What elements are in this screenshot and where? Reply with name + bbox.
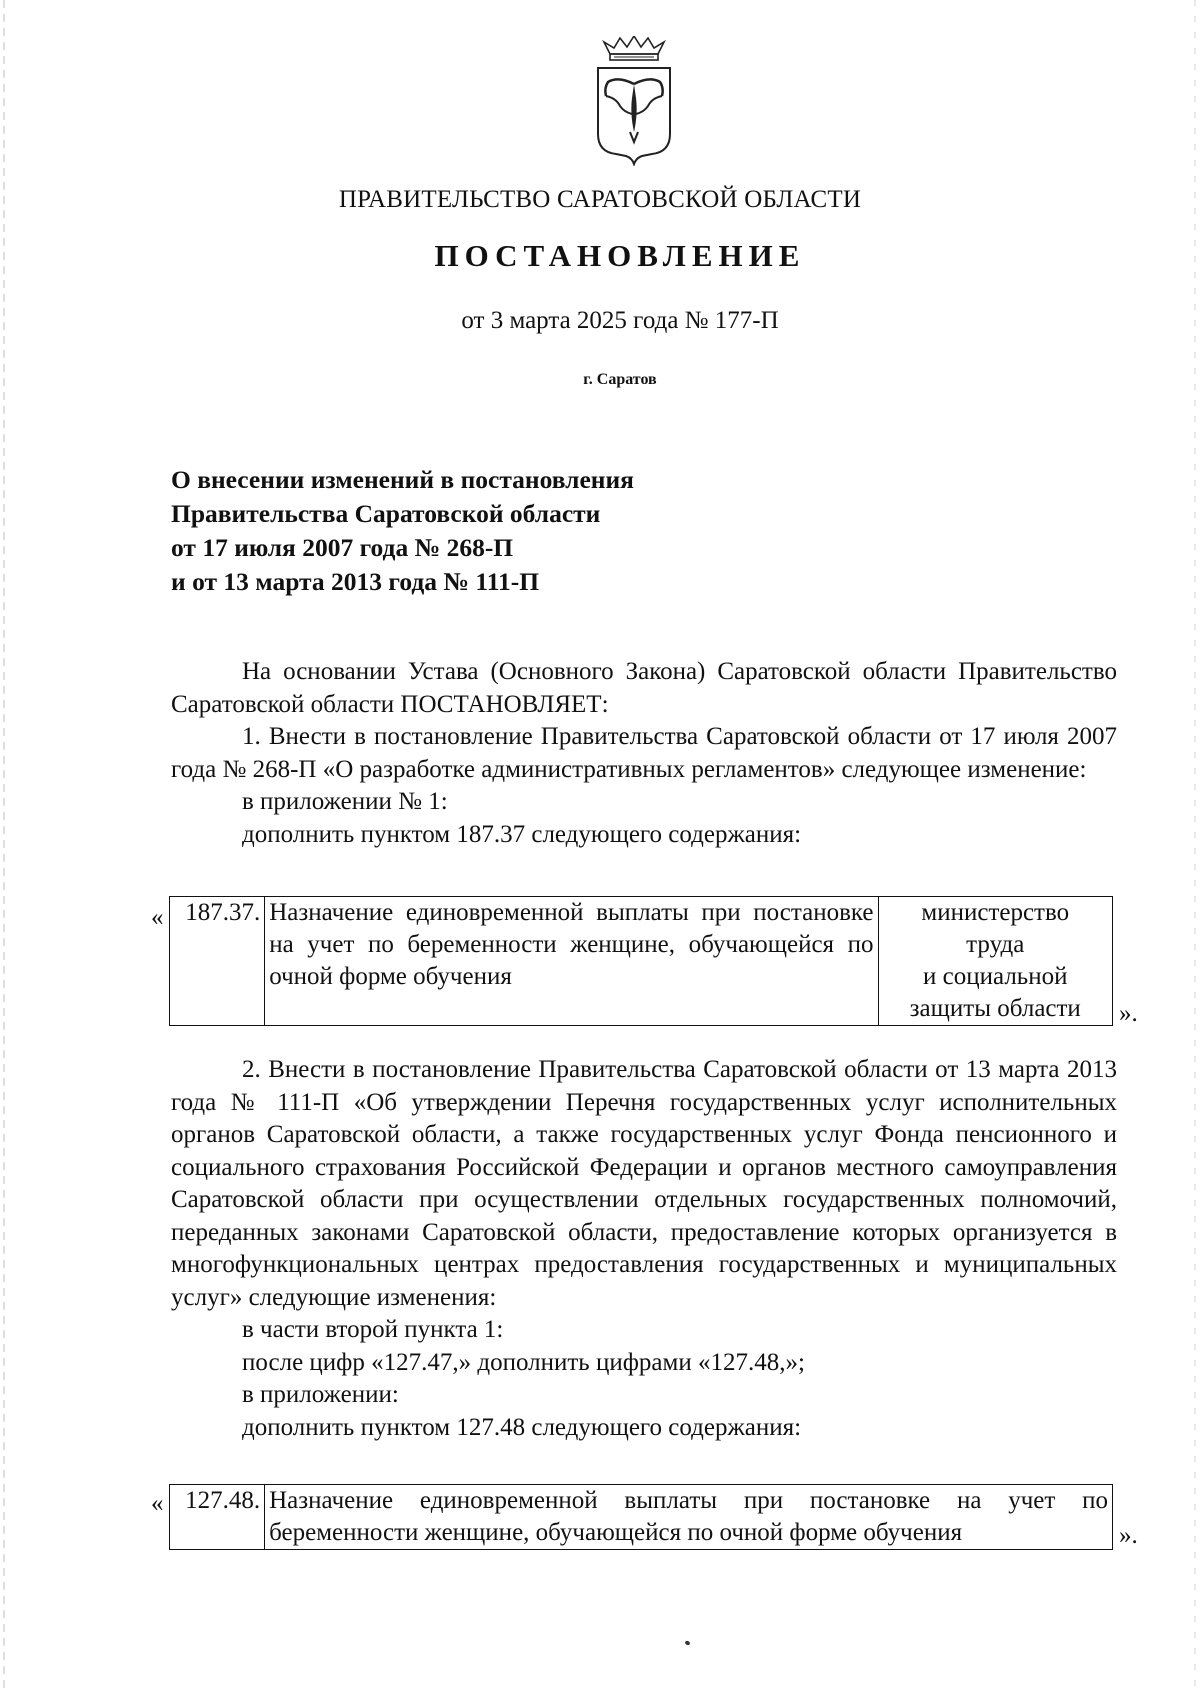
appendix-line: в приложении № 1: xyxy=(242,788,448,815)
item-number-cell: 127.48. xyxy=(170,1485,265,1550)
preamble-paragraph: На основании Устава (Основного Закона) Саратовской области Правительство Саратовской области ПОСТАНОВЛЯЕТ: xyxy=(171,658,1117,718)
authority-cell xyxy=(878,897,1112,1026)
scan-edge-left xyxy=(3,0,5,1691)
city: г. Саратов xyxy=(583,371,657,388)
item-2-paragraph: 2. Внести в постановление Правительства Саратовской области от 13 марта 2013 года № 111-П «Об утверждении Перечня государственных услуг исполнительных органов Саратовской области, а также государственных услуг Фонда пенсионного и социального страхования Российской Федерации и органов местного самоуправления Саратовской области при осуществлении отдельных государственных полномочий, переданных законами Саратовской области, предоставление которых организуется в многофункциональных центрах предоставления государственных и муниципальных услуг» следующие изменения: xyxy=(171,1056,1117,1311)
item-1-paragraph: 1. Внести в постановление Правительства Саратовской области от 17 июля 2007 года № 268-П «О разработке административных регламентов» следующее изменение: xyxy=(171,723,1117,783)
scan-speck xyxy=(684,1640,690,1646)
authority-line: и социальной xyxy=(923,963,1068,990)
section-1 xyxy=(171,656,1117,851)
subject-line: Правительства Саратовской области xyxy=(171,499,601,528)
section-2 xyxy=(171,1054,1117,1444)
service-name-cell xyxy=(265,1485,1113,1550)
authority-line: министерство xyxy=(921,899,1070,926)
subject-line: О внесении изменений в постановления xyxy=(171,465,634,494)
saratov-coat-of-arms-icon xyxy=(594,36,674,166)
table-1-close-quote: ». xyxy=(1119,1000,1138,1027)
service-name: Назначение единовременной выплаты при постановке на учет по беременности женщине, обучающейся по очной форме обучения xyxy=(269,899,874,990)
table-2-close-quote: ». xyxy=(1119,1522,1138,1549)
table-1-open-quote: « xyxy=(151,904,164,931)
government-name: ПРАВИТЕЛЬСТВО САРАТОВСКОЙ ОБЛАСТИ xyxy=(338,186,862,213)
table-row xyxy=(170,1485,1113,1550)
document-type: ПОСТАНОВЛЕНИЕ xyxy=(434,238,806,273)
date-number: от 3 марта 2025 года № 177-П xyxy=(461,307,779,334)
authority-line: защиты области xyxy=(909,995,1081,1022)
add-item-line: дополнить пунктом 127.48 следующего содержания: xyxy=(242,1413,802,1441)
service-name: Назначение единовременной выплаты при постановке на учет по беременности женщине, обучающейся по очной форме обучения xyxy=(269,1487,1108,1546)
appendix-line: в приложении: xyxy=(242,1381,399,1408)
add-item-line: дополнить пунктом 187.37 следующего содержания: xyxy=(242,820,802,848)
document-subject xyxy=(171,463,634,599)
table-row xyxy=(170,897,1113,1026)
subject-line: и от 13 марта 2013 года № 111-П xyxy=(171,567,540,596)
table-1 xyxy=(169,896,1113,1026)
table-2 xyxy=(169,1484,1113,1550)
authority-line: труда xyxy=(966,931,1025,958)
service-name-cell xyxy=(265,897,878,1026)
item-number-cell: 187.37. xyxy=(170,897,265,1026)
part-line: в части второй пункта 1: xyxy=(242,1316,504,1343)
table-2-open-quote: « xyxy=(151,1490,164,1517)
after-digits-line: после цифр «127.47,» дополнить цифрами «127.48,»; xyxy=(242,1348,805,1376)
subject-line: от 17 июля 2007 года № 268-П xyxy=(171,533,514,562)
